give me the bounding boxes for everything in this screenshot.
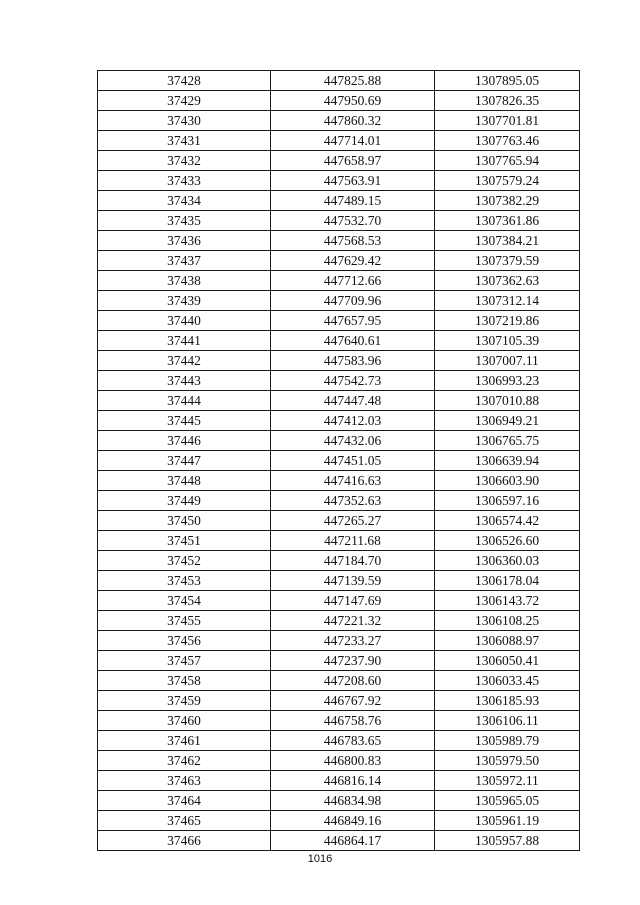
x-coordinate-cell: 447950.69 bbox=[271, 91, 435, 111]
point-id-cell: 37461 bbox=[98, 731, 271, 751]
table-row bbox=[98, 631, 580, 651]
point-id-cell: 37440 bbox=[98, 311, 271, 331]
table-row bbox=[98, 431, 580, 451]
y-coordinate-cell: 1306143.72 bbox=[435, 591, 580, 611]
table-row bbox=[98, 651, 580, 671]
y-coordinate-cell: 1305979.50 bbox=[435, 751, 580, 771]
x-coordinate-cell: 447432.06 bbox=[271, 431, 435, 451]
table-row bbox=[98, 211, 580, 231]
y-coordinate-cell: 1306603.90 bbox=[435, 471, 580, 491]
table-row bbox=[98, 351, 580, 371]
x-coordinate-cell: 447221.32 bbox=[271, 611, 435, 631]
point-id-cell: 37431 bbox=[98, 131, 271, 151]
y-coordinate-cell: 1307895.05 bbox=[435, 71, 580, 91]
y-coordinate-cell: 1307579.24 bbox=[435, 171, 580, 191]
y-coordinate-cell: 1307007.11 bbox=[435, 351, 580, 371]
x-coordinate-cell: 446834.98 bbox=[271, 791, 435, 811]
x-coordinate-cell: 447237.90 bbox=[271, 651, 435, 671]
y-coordinate-cell: 1306050.41 bbox=[435, 651, 580, 671]
x-coordinate-cell: 447451.05 bbox=[271, 451, 435, 471]
table-row bbox=[98, 411, 580, 431]
table-row bbox=[98, 171, 580, 191]
table-row bbox=[98, 91, 580, 111]
point-id-cell: 37466 bbox=[98, 831, 271, 851]
x-coordinate-cell: 447233.27 bbox=[271, 631, 435, 651]
x-coordinate-cell: 447542.73 bbox=[271, 371, 435, 391]
point-id-cell: 37456 bbox=[98, 631, 271, 651]
x-coordinate-cell: 447825.88 bbox=[271, 71, 435, 91]
x-coordinate-cell: 447139.59 bbox=[271, 571, 435, 591]
point-id-cell: 37443 bbox=[98, 371, 271, 391]
y-coordinate-cell: 1306949.21 bbox=[435, 411, 580, 431]
table-row bbox=[98, 191, 580, 211]
x-coordinate-cell: 447709.96 bbox=[271, 291, 435, 311]
table-row bbox=[98, 231, 580, 251]
table-row bbox=[98, 111, 580, 131]
y-coordinate-cell: 1307361.86 bbox=[435, 211, 580, 231]
y-coordinate-cell: 1307010.88 bbox=[435, 391, 580, 411]
y-coordinate-cell: 1307826.35 bbox=[435, 91, 580, 111]
point-id-cell: 37434 bbox=[98, 191, 271, 211]
table-row bbox=[98, 451, 580, 471]
point-id-cell: 37433 bbox=[98, 171, 271, 191]
x-coordinate-cell: 447184.70 bbox=[271, 551, 435, 571]
page-number: 1016 bbox=[307, 853, 333, 865]
x-coordinate-cell: 447416.63 bbox=[271, 471, 435, 491]
table-row bbox=[98, 791, 580, 811]
x-coordinate-cell: 447211.68 bbox=[271, 531, 435, 551]
point-id-cell: 37451 bbox=[98, 531, 271, 551]
point-id-cell: 37464 bbox=[98, 791, 271, 811]
x-coordinate-cell: 447714.01 bbox=[271, 131, 435, 151]
table-row bbox=[98, 611, 580, 631]
x-coordinate-cell: 447860.32 bbox=[271, 111, 435, 131]
point-id-cell: 37429 bbox=[98, 91, 271, 111]
x-coordinate-cell: 446767.92 bbox=[271, 691, 435, 711]
table-row bbox=[98, 331, 580, 351]
y-coordinate-cell: 1306178.04 bbox=[435, 571, 580, 591]
y-coordinate-cell: 1306765.75 bbox=[435, 431, 580, 451]
point-id-cell: 37463 bbox=[98, 771, 271, 791]
y-coordinate-cell: 1305961.19 bbox=[435, 811, 580, 831]
y-coordinate-cell: 1306185.93 bbox=[435, 691, 580, 711]
table-row bbox=[98, 751, 580, 771]
table-row bbox=[98, 151, 580, 171]
point-id-cell: 37437 bbox=[98, 251, 271, 271]
point-id-cell: 37449 bbox=[98, 491, 271, 511]
coordinates-table-body bbox=[98, 71, 580, 851]
y-coordinate-cell: 1306574.42 bbox=[435, 511, 580, 531]
point-id-cell: 37450 bbox=[98, 511, 271, 531]
point-id-cell: 37428 bbox=[98, 71, 271, 91]
point-id-cell: 37439 bbox=[98, 291, 271, 311]
y-coordinate-cell: 1306597.16 bbox=[435, 491, 580, 511]
y-coordinate-cell: 1305972.11 bbox=[435, 771, 580, 791]
x-coordinate-cell: 447265.27 bbox=[271, 511, 435, 531]
y-coordinate-cell: 1306526.60 bbox=[435, 531, 580, 551]
x-coordinate-cell: 446758.76 bbox=[271, 711, 435, 731]
y-coordinate-cell: 1306993.23 bbox=[435, 371, 580, 391]
x-coordinate-cell: 446816.14 bbox=[271, 771, 435, 791]
y-coordinate-cell: 1307105.39 bbox=[435, 331, 580, 351]
x-coordinate-cell: 446849.16 bbox=[271, 811, 435, 831]
table-row bbox=[98, 571, 580, 591]
table-row bbox=[98, 531, 580, 551]
x-coordinate-cell: 447489.15 bbox=[271, 191, 435, 211]
x-coordinate-cell: 447712.66 bbox=[271, 271, 435, 291]
point-id-cell: 37435 bbox=[98, 211, 271, 231]
x-coordinate-cell: 447583.96 bbox=[271, 351, 435, 371]
table-row bbox=[98, 591, 580, 611]
point-id-cell: 37452 bbox=[98, 551, 271, 571]
point-id-cell: 37446 bbox=[98, 431, 271, 451]
y-coordinate-cell: 1305957.88 bbox=[435, 831, 580, 851]
table-row bbox=[98, 71, 580, 91]
y-coordinate-cell: 1307384.21 bbox=[435, 231, 580, 251]
table-row bbox=[98, 691, 580, 711]
table-row bbox=[98, 491, 580, 511]
table-row bbox=[98, 731, 580, 751]
table-row bbox=[98, 271, 580, 291]
y-coordinate-cell: 1305965.05 bbox=[435, 791, 580, 811]
y-coordinate-cell: 1306108.25 bbox=[435, 611, 580, 631]
table-row bbox=[98, 711, 580, 731]
y-coordinate-cell: 1305989.79 bbox=[435, 731, 580, 751]
y-coordinate-cell: 1307765.94 bbox=[435, 151, 580, 171]
table-row bbox=[98, 391, 580, 411]
point-id-cell: 37465 bbox=[98, 811, 271, 831]
x-coordinate-cell: 447568.53 bbox=[271, 231, 435, 251]
point-id-cell: 37444 bbox=[98, 391, 271, 411]
table-row bbox=[98, 551, 580, 571]
y-coordinate-cell: 1307362.63 bbox=[435, 271, 580, 291]
table-row bbox=[98, 511, 580, 531]
x-coordinate-cell: 447447.48 bbox=[271, 391, 435, 411]
table-row bbox=[98, 831, 580, 851]
point-id-cell: 37448 bbox=[98, 471, 271, 491]
y-coordinate-cell: 1306033.45 bbox=[435, 671, 580, 691]
y-coordinate-cell: 1306106.11 bbox=[435, 711, 580, 731]
table-row bbox=[98, 311, 580, 331]
x-coordinate-cell: 447629.42 bbox=[271, 251, 435, 271]
table-row bbox=[98, 811, 580, 831]
x-coordinate-cell: 447563.91 bbox=[271, 171, 435, 191]
point-id-cell: 37436 bbox=[98, 231, 271, 251]
x-coordinate-cell: 446800.83 bbox=[271, 751, 435, 771]
y-coordinate-cell: 1307701.81 bbox=[435, 111, 580, 131]
x-coordinate-cell: 447640.61 bbox=[271, 331, 435, 351]
point-id-cell: 37442 bbox=[98, 351, 271, 371]
point-id-cell: 37459 bbox=[98, 691, 271, 711]
coordinates-table bbox=[97, 70, 580, 851]
table-row bbox=[98, 771, 580, 791]
point-id-cell: 37462 bbox=[98, 751, 271, 771]
point-id-cell: 37453 bbox=[98, 571, 271, 591]
x-coordinate-cell: 447657.95 bbox=[271, 311, 435, 331]
point-id-cell: 37432 bbox=[98, 151, 271, 171]
table-row bbox=[98, 131, 580, 151]
point-id-cell: 37454 bbox=[98, 591, 271, 611]
table-row bbox=[98, 291, 580, 311]
point-id-cell: 37457 bbox=[98, 651, 271, 671]
x-coordinate-cell: 447208.60 bbox=[271, 671, 435, 691]
table-row bbox=[98, 471, 580, 491]
point-id-cell: 37455 bbox=[98, 611, 271, 631]
point-id-cell: 37460 bbox=[98, 711, 271, 731]
point-id-cell: 37441 bbox=[98, 331, 271, 351]
y-coordinate-cell: 1307312.14 bbox=[435, 291, 580, 311]
y-coordinate-cell: 1307219.86 bbox=[435, 311, 580, 331]
table-row bbox=[98, 671, 580, 691]
point-id-cell: 37447 bbox=[98, 451, 271, 471]
point-id-cell: 37445 bbox=[98, 411, 271, 431]
y-coordinate-cell: 1306639.94 bbox=[435, 451, 580, 471]
x-coordinate-cell: 447532.70 bbox=[271, 211, 435, 231]
point-id-cell: 37430 bbox=[98, 111, 271, 131]
y-coordinate-cell: 1307763.46 bbox=[435, 131, 580, 151]
point-id-cell: 37458 bbox=[98, 671, 271, 691]
x-coordinate-cell: 447412.03 bbox=[271, 411, 435, 431]
table-row bbox=[98, 371, 580, 391]
x-coordinate-cell: 447147.69 bbox=[271, 591, 435, 611]
x-coordinate-cell: 447658.97 bbox=[271, 151, 435, 171]
y-coordinate-cell: 1306088.97 bbox=[435, 631, 580, 651]
x-coordinate-cell: 446864.17 bbox=[271, 831, 435, 851]
y-coordinate-cell: 1307379.59 bbox=[435, 251, 580, 271]
x-coordinate-cell: 446783.65 bbox=[271, 731, 435, 751]
y-coordinate-cell: 1306360.03 bbox=[435, 551, 580, 571]
y-coordinate-cell: 1307382.29 bbox=[435, 191, 580, 211]
table-row bbox=[98, 251, 580, 271]
x-coordinate-cell: 447352.63 bbox=[271, 491, 435, 511]
point-id-cell: 37438 bbox=[98, 271, 271, 291]
